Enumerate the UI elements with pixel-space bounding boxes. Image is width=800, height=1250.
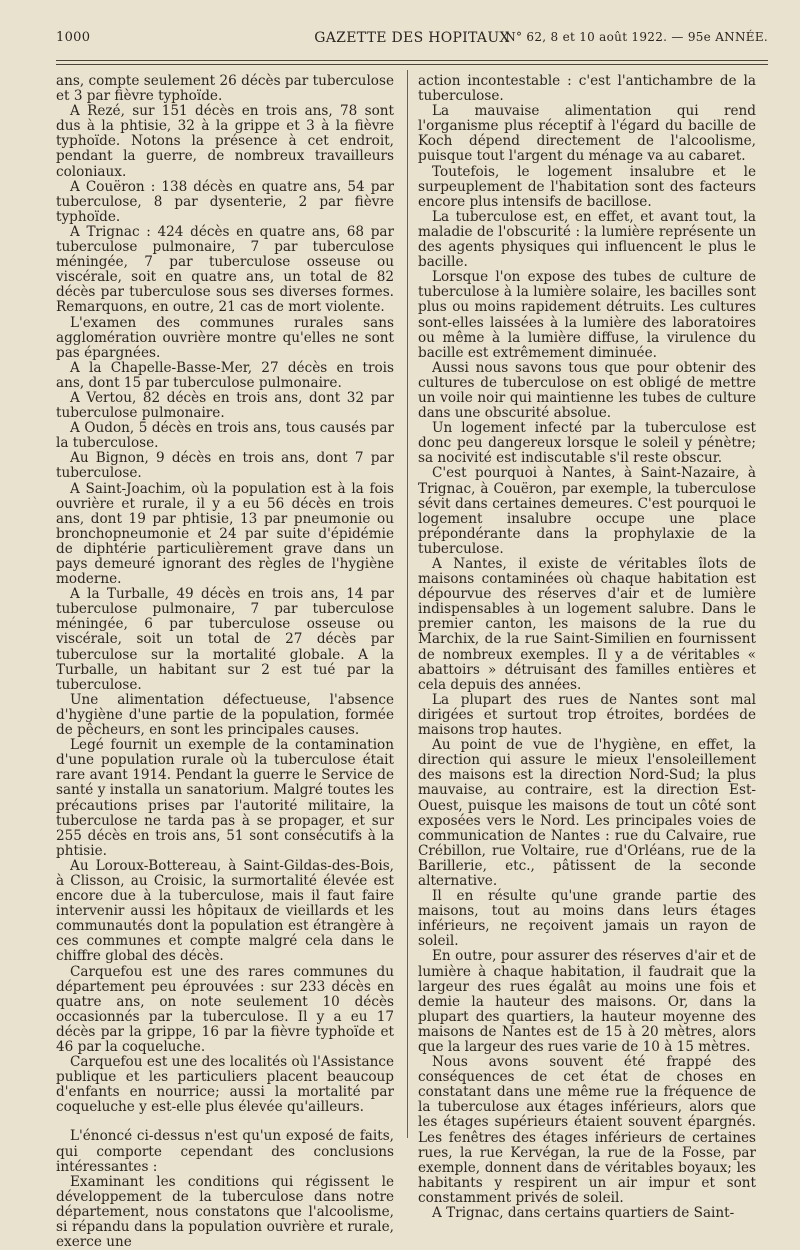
- column-divider: [407, 70, 408, 1138]
- paragraph: A Rezé, sur 151 décès en trois ans, 78 sont dus à la phtisie, 32 à la grippe et 3 à la fièvre typhoïde. Notons la présence à cet endroit, pendant la guerre, de nombreux travailleurs coloniaux.: [56, 103, 394, 180]
- paragraph: Carquefou est une des localités où l'Assistance publique et les particuliers placent beaucoup d'enfants en nourrice; aussi la mortalité par coqueluche y est-elle plus élevée qu'ailleurs.: [56, 1054, 394, 1116]
- paragraph: L'énoncé ci-dessus n'est qu'un exposé de faits, qui comporte cependant des conclusions intéressantes :: [56, 1128, 394, 1175]
- paragraph: A Trignac : 424 décès en quatre ans, 68 par tuberculose pulmonaire, 7 par tuberculose méningée, 7 par tuberculose osseuse ou viscérale, soit en quatre ans, un total de 82 décès par tuberculose sous ses diverses formes. Remarquons, en outre, 21 cas de mort violente.: [56, 223, 394, 316]
- paragraph: A Couëron : 138 décès en quatre ans, 54 par tuberculose, 8 par dysenterie, 2 par fièvre typhoïde.: [56, 178, 394, 225]
- paragraph: Legé fournit un exemple de la contamination d'une population rurale où la tuberculose était rare avant 1914. Pendant la guerre le Service de santé y installa un sanatorium. Malgré toutes les précautions prises par l'autorité militaire, la tuberculose ne tarda pas à se propager, et sur 255 décès en trois ans, 51 sont consécutifs à la phtisie.: [56, 737, 394, 859]
- paragraph: Au Loroux-Bottereau, à Saint-Gildas-des-Bois, à Clisson, au Croisic, la surmortalité élevée est encore due à la tuberculose, mais il faut faire intervenir aussi les hôpitaux de vieillards et les communautés dont la population est étrangère à ces communes et compte malgré cela dans le chiffre global des décès.: [56, 857, 394, 965]
- paragraph: Au point de vue de l'hygiène, en effet, la direction qui assure le mieux l'ensoleillement des maisons est la direction Nord-Sud; la plus mauvaise, au contraire, est la direction Est-Ouest, puisque les maisons de tout un côté sont exposées vers le Nord. Les principales voies de communication de Nantes : rue du Calvaire, rue Crébillon, rue Voltaire, rue d'Orléans, rue de la Barillerie, etc., pâtissent de la seconde alternative.: [418, 737, 756, 889]
- paragraph: Lorsque l'on expose des tubes de culture de tuberculose à la lumière solaire, les bacilles sont plus ou moins rapidement détruits. Les cultures sont-elles laissées à la lumière des laboratoires ou même à la lumière diffuse, la virulence du bacille est extrêmement diminuée.: [418, 269, 756, 361]
- paragraph: Nous avons souvent été frappé des conséquences de cet état de choses en constatant dans une même rue la fréquence de la tuberculose aux étages inférieurs, alors que les étages supérieurs étaient souvent épargnés. Les fenêtres des étages inférieurs de certaines rues, la rue Kervégan, la rue de la Fosse, par exemple, donnent dans de véritables boyaux; les habitants y respirent un air impur et sont constamment privés de soleil.: [418, 1054, 756, 1206]
- paragraph: ans, compte seulement 26 décès par tuberculose et 3 par fièvre typhoïde.: [56, 73, 394, 105]
- paragraph: A Trignac, dans certains quartiers de Saint-: [432, 1205, 735, 1222]
- paragraph: Un logement infecté par la tuberculose est donc peu dangereux lorsque le soleil y pénètre; sa nocivité est indiscutable s'il reste obscur.: [418, 420, 756, 467]
- paragraph: Toutefois, le logement insalubre et le surpeuplement de l'habitation sont des facteurs encore plus intensifs de bacillose.: [418, 163, 756, 210]
- paragraph: L'examen des communes rurales sans agglomération ouvrière montre qu'elles ne sont pas épargnées.: [56, 314, 394, 361]
- paragraph: A la Chapelle-Basse-Mer, 27 décès en trois ans, dont 15 par tuberculose pulmonaire.: [56, 359, 394, 391]
- paragraph: Il en résulte qu'une grande partie des maisons, tout au moins dans leurs étages inférieurs, ne reçoivent jamais un rayon de soleil.: [418, 888, 756, 950]
- paragraph: action incontestable : c'est l'antichambre de la tuberculose.: [418, 73, 756, 105]
- header-rule-top: [56, 60, 768, 61]
- paragraph: Examinant les conditions qui régissent le développement de la tuberculose dans notre département, nous constatons que l'alcoolisme, si répandu dans la population ouvrière et rurale, exerce une: [56, 1173, 394, 1250]
- page-header: [56, 30, 768, 54]
- page-number: 1000: [56, 30, 91, 45]
- paragraph: A la Turballe, 49 décès en trois ans, 14 par tuberculose pulmonaire, 7 par tuberculose méningée, 6 par tuberculose osseuse ou viscérale, soit un total de 27 décès par tuberculose sur la mortalité globale. A la Turballe, un habitant sur 2 est tué par la tuberculose.: [56, 586, 394, 693]
- paragraph: Une alimentation défectueuse, l'absence d'hygiène d'une partie de la population, formée de pêcheurs, en sont les principales causes.: [56, 691, 394, 739]
- paragraph: Aussi nous savons tous que pour obtenir des cultures de tuberculose on est obligé de mettre un voile noir qui maintienne les tubes de culture dans une obscurité absolue.: [418, 359, 756, 422]
- paragraph: Au Bignon, 9 décès en trois ans, dont 7 par tuberculose.: [56, 450, 394, 482]
- journal-title: GAZETTE DES HOPITAUX: [314, 30, 510, 46]
- paragraph: La mauvaise alimentation qui rend l'organisme plus réceptif à l'égard du bacille de Koch dépend directement de l'alcoolisme, puisque tout l'argent du ménage va au cabaret.: [418, 103, 756, 165]
- paragraph: Carquefou est une des rares communes du département peu éprouvées : sur 233 décès en quatre ans, on note seulement 10 décès occasionnés par la tuberculose. Il y a eu 17 décès par la grippe, 16 par la fièvre typhoïde et 46 par la coqueluche.: [56, 963, 394, 1055]
- header-rule-bottom: [56, 64, 768, 65]
- paragraph: La tuberculose est, en effet, et avant tout, la maladie de l'obscurité : la lumière représente un des agents physiques qui influencent le plus le bacille.: [418, 208, 756, 271]
- paragraph: A Vertou, 82 décès en trois ans, dont 32 par tuberculose pulmonaire.: [56, 389, 394, 422]
- right-column: [418, 74, 756, 1221]
- issue-info: N° 62, 8 et 10 août 1922. — 95e ANNÉE.: [505, 30, 768, 44]
- paragraph: A Oudon, 5 décès en trois ans, tous causés par la tuberculose.: [56, 420, 394, 452]
- paragraph: C'est pourquoi à Nantes, à Saint-Nazaire, à Trignac, à Couëron, par exemple, la tuberculose sévit dans certaines demeures. C'est pourquoi le logement insalubre occupe une place prépondérante dans la prophylaxie de la tuberculose.: [418, 465, 756, 557]
- paragraph: A Saint-Joachim, où la population est à la fois ouvrière et rurale, il y a eu 56 décès en trois ans, dont 19 par phtisie, 13 par pneumonie ou bronchopneumonie et 24 par suite d'épidémie de diphtérie particulièrement grave dans un pays demeuré ignorant des règles de l'hygiène moderne.: [56, 480, 394, 588]
- paragraph: En outre, pour assurer des réserves d'air et de lumière à chaque habitation, il faudrait que la largeur des rues égalât au moins une fois et demie la hauteur des maisons. Or, dans la plupart des quartiers, la hauteur moyenne des maisons de Nantes est de 15 à 20 mètres, alors que la largeur des rues varie de 10 à 15 mètres.: [418, 948, 756, 1055]
- left-column: [56, 74, 394, 1250]
- paragraph: La plupart des rues de Nantes sont mal dirigées et surtout trop étroites, bordées de maisons trop hautes.: [418, 691, 756, 739]
- paragraph: A Nantes, il existe de véritables îlots de maisons contaminées où chaque habitation est dépourvue des réserves d'air et de lumière indispensables à un logement salubre. Dans le premier canton, les maisons de la rue du Marchix, de la rue Saint-Similien en fournissent de nombreux exemples. Il y a de véritables « abattoirs » détruisant des familles entières et cela depuis des années.: [418, 556, 756, 693]
